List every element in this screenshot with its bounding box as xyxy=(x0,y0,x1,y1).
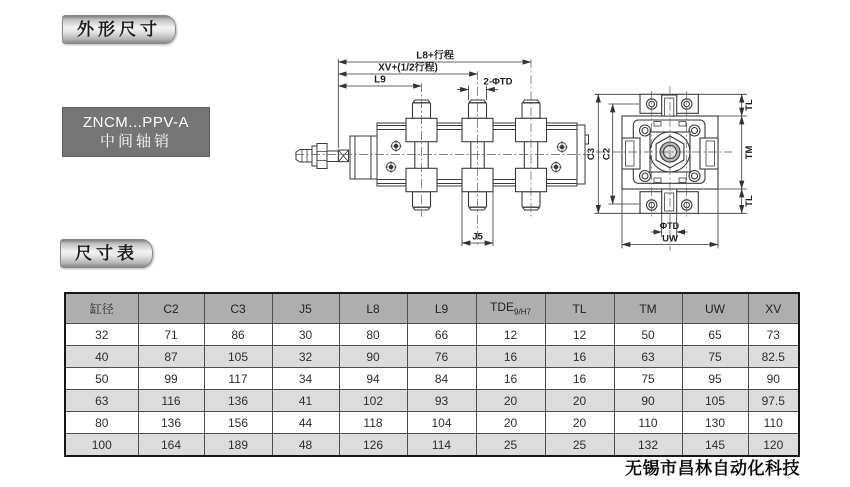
dim-label-tl-bottom: TL xyxy=(744,195,755,207)
table-cell: 145 xyxy=(682,434,748,457)
dim-label-l9: L9 xyxy=(374,74,386,86)
table-cell: 71 xyxy=(138,324,204,346)
column-header-xv: XV xyxy=(748,293,799,324)
table-cell: 25 xyxy=(476,434,545,457)
dim-label-j5: J5 xyxy=(472,231,483,243)
table-cell: 97.5 xyxy=(748,390,799,412)
dim-label-2td: 2-ΦTD xyxy=(483,76,513,88)
table-cell: 118 xyxy=(339,412,407,434)
table-cell: 75 xyxy=(614,368,682,390)
table-row-bore-32 xyxy=(65,324,799,346)
table-cell: 16 xyxy=(476,346,545,368)
table-cell: 116 xyxy=(138,390,204,412)
technical-drawing xyxy=(278,36,798,271)
dim-label-l8: L8+行程 xyxy=(416,50,454,62)
column-header-tm: TM xyxy=(614,293,682,324)
column-header-uw: UW xyxy=(682,293,748,324)
table-cell: 110 xyxy=(614,412,682,434)
column-header-l9: L9 xyxy=(407,293,476,324)
table-cell: 48 xyxy=(272,434,339,457)
table-cell: 105 xyxy=(204,346,272,368)
table-cell: 102 xyxy=(339,390,407,412)
column-header-l8: L8 xyxy=(339,293,407,324)
table-cell: 65 xyxy=(682,324,748,346)
table-cell: 34 xyxy=(272,368,339,390)
table-cell: 76 xyxy=(407,346,476,368)
table-cell: 93 xyxy=(407,390,476,412)
column-header-bore: 缸径 xyxy=(65,293,138,324)
table-cell: 12 xyxy=(476,324,545,346)
model-label-box xyxy=(62,107,210,157)
table-cell: 189 xyxy=(204,434,272,457)
bore-size-cell: 40 xyxy=(65,346,138,368)
table-cell: 80 xyxy=(339,324,407,346)
dim-label-tm: TM xyxy=(744,145,755,160)
table-cell: 105 xyxy=(682,390,748,412)
table-cell: 90 xyxy=(748,368,799,390)
table-cell: 63 xyxy=(614,346,682,368)
table-cell: 132 xyxy=(614,434,682,457)
table-cell: 95 xyxy=(682,368,748,390)
table-cell: 90 xyxy=(614,390,682,412)
bore-size-cell: 63 xyxy=(65,390,138,412)
table-cell: 156 xyxy=(204,412,272,434)
tde-label: TDE xyxy=(490,300,515,315)
table-cell: 86 xyxy=(204,324,272,346)
table-cell: 25 xyxy=(545,434,614,457)
bore-size-cell: 100 xyxy=(65,434,138,457)
table-row-bore-100 xyxy=(65,434,799,457)
table-cell: 20 xyxy=(476,390,545,412)
table-row-bore-63 xyxy=(65,390,799,412)
table-cell: 84 xyxy=(407,368,476,390)
table-cell: 73 xyxy=(748,324,799,346)
dim-label-phi-td: ΦTD xyxy=(659,221,680,231)
column-header-c3: C3 xyxy=(204,293,272,324)
dim-label-c2: C2 xyxy=(601,147,613,161)
dim-label-uw: UW xyxy=(662,233,678,245)
model-name: 中间轴销 xyxy=(99,133,172,150)
dim-label-c3: C3 xyxy=(586,147,597,161)
table-row-bore-40 xyxy=(65,346,799,368)
table-cell: 82.5 xyxy=(748,346,799,368)
table-cell: 16 xyxy=(545,346,614,368)
table-cell: 120 xyxy=(748,434,799,457)
table-cell: 99 xyxy=(138,368,204,390)
table-cell: 136 xyxy=(138,412,204,434)
table-cell: 90 xyxy=(339,346,407,368)
table-cell: 16 xyxy=(476,368,545,390)
table-cell: 30 xyxy=(272,324,339,346)
table-cell: 126 xyxy=(339,434,407,457)
table-cell: 87 xyxy=(138,346,204,368)
table-cell: 164 xyxy=(138,434,204,457)
table-cell: 41 xyxy=(272,390,339,412)
dim-label-xv: XV+(1/2行程) xyxy=(378,62,438,74)
tde-tolerance: 9/H7 xyxy=(514,307,531,317)
watermark: 无锡市昌林自动化科技 xyxy=(625,459,800,478)
table-cell: 20 xyxy=(545,412,614,434)
bore-size-cell: 32 xyxy=(65,324,138,346)
dimension-table xyxy=(64,292,800,457)
model-code: ZNCM...PPV-A xyxy=(82,114,189,131)
table-cell: 94 xyxy=(339,368,407,390)
table-cell: 130 xyxy=(682,412,748,434)
bore-size-cell: 50 xyxy=(65,368,138,390)
table-cell: 136 xyxy=(204,390,272,412)
table-cell: 104 xyxy=(407,412,476,434)
column-header-tde xyxy=(476,293,545,324)
table-cell: 114 xyxy=(407,434,476,457)
column-header-tl: TL xyxy=(545,293,614,324)
column-header-c2: C2 xyxy=(138,293,204,324)
dim-label-tl-top: TL xyxy=(744,99,755,111)
table-cell: 110 xyxy=(748,412,799,434)
section-title-dimension-table: 尺寸表 xyxy=(60,239,153,268)
table-row-bore-50 xyxy=(65,368,799,390)
column-header-j5: J5 xyxy=(272,293,339,324)
table-cell: 50 xyxy=(614,324,682,346)
section-title-outline-dimensions: 外形尺寸 xyxy=(62,15,176,44)
table-cell: 66 xyxy=(407,324,476,346)
table-cell: 12 xyxy=(545,324,614,346)
table-cell: 44 xyxy=(272,412,339,434)
table-cell: 20 xyxy=(476,412,545,434)
table-row-bore-80 xyxy=(65,412,799,434)
bore-size-cell: 80 xyxy=(65,412,138,434)
table-cell: 16 xyxy=(545,368,614,390)
table-cell: 117 xyxy=(204,368,272,390)
table-header-row xyxy=(65,293,799,324)
table-cell: 32 xyxy=(272,346,339,368)
table-cell: 75 xyxy=(682,346,748,368)
table-cell: 20 xyxy=(545,390,614,412)
